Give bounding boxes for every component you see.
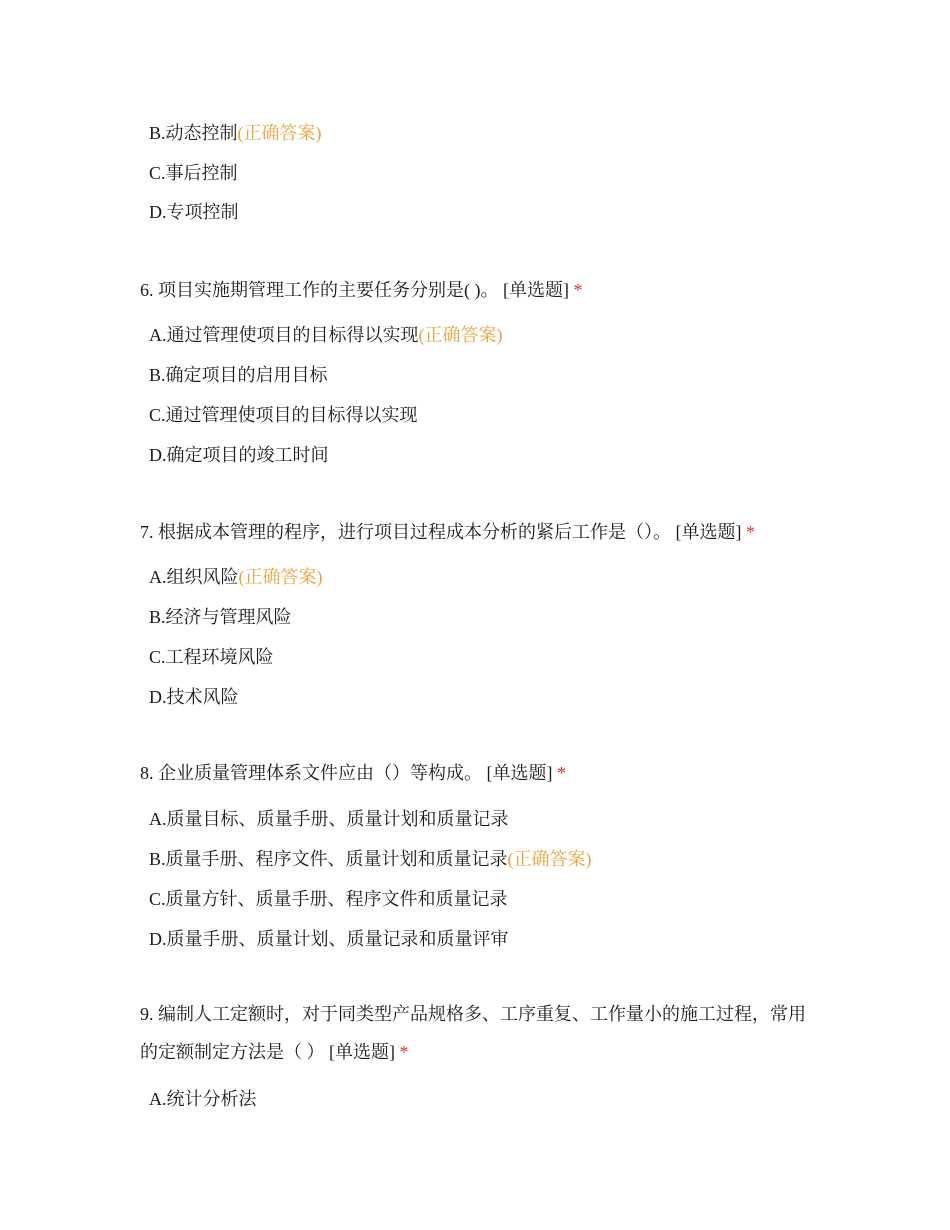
q7-option-c: C.工程环境风险 xyxy=(149,647,274,667)
required-mark: * xyxy=(573,280,583,300)
option-d: D.专项控制 xyxy=(149,202,239,222)
option-c: C.事后控制 xyxy=(149,163,238,183)
q6-option-d: D.确定项目的竣工时间 xyxy=(149,445,329,465)
q6-option-a: A.通过管理使项目的目标得以实现(正确答案) xyxy=(149,325,503,345)
question-type-label: [单选题] xyxy=(675,522,742,542)
q6-option-b: B.确定项目的启用目标 xyxy=(149,365,328,385)
q6-option-c: C.通过管理使项目的目标得以实现 xyxy=(149,405,418,425)
q8-option-a: A.质量目标、质量手册、质量计划和质量记录 xyxy=(149,809,509,829)
question-6-title: 6. 项目实施期管理工作的主要任务分别是( )。 [单选题] * xyxy=(140,280,583,300)
q8-option-d: D.质量手册、质量计划、质量记录和质量评审 xyxy=(149,929,509,949)
correct-answer-mark: (正确答案) xyxy=(507,849,592,869)
q8-option-b: B.质量手册、程序文件、质量计划和质量记录(正确答案) xyxy=(149,849,592,869)
question-type-label: [单选题] xyxy=(503,280,569,300)
question-9-title: 9. 编制人工定额时，对于同类型产品规格多、工序重复、工作量小的施工过程，常用的定额制定方法是（ ） [单选题] * xyxy=(140,1004,806,1062)
q7-option-d: D.技术风险 xyxy=(149,687,239,707)
question-7-title: 7. 根据成本管理的程序，进行项目过程成本分析的紧后工作是（）。 [单选题] * xyxy=(140,522,755,542)
required-mark: * xyxy=(399,1042,409,1062)
question-type-label: [单选题] xyxy=(486,763,553,783)
q7-option-b: B.经济与管理风险 xyxy=(149,607,292,627)
question-type-label: [单选题] xyxy=(329,1042,395,1062)
question-8-title: 8. 企业质量管理体系文件应由（）等构成。 [单选题] * xyxy=(140,763,566,783)
q8-option-c: C.质量方针、质量手册、程序文件和质量记录 xyxy=(149,889,508,909)
q7-option-a: A.组织风险(正确答案) xyxy=(149,567,323,587)
correct-answer-mark: (正确答案) xyxy=(418,325,503,345)
q9-option-a: A.统计分析法 xyxy=(149,1089,257,1109)
correct-answer-mark: (正确答案) xyxy=(237,123,322,143)
required-mark: * xyxy=(746,522,755,542)
required-mark: * xyxy=(557,763,566,783)
correct-answer-mark: (正确答案) xyxy=(238,567,323,587)
option-b: B.动态控制(正确答案) xyxy=(149,123,322,143)
